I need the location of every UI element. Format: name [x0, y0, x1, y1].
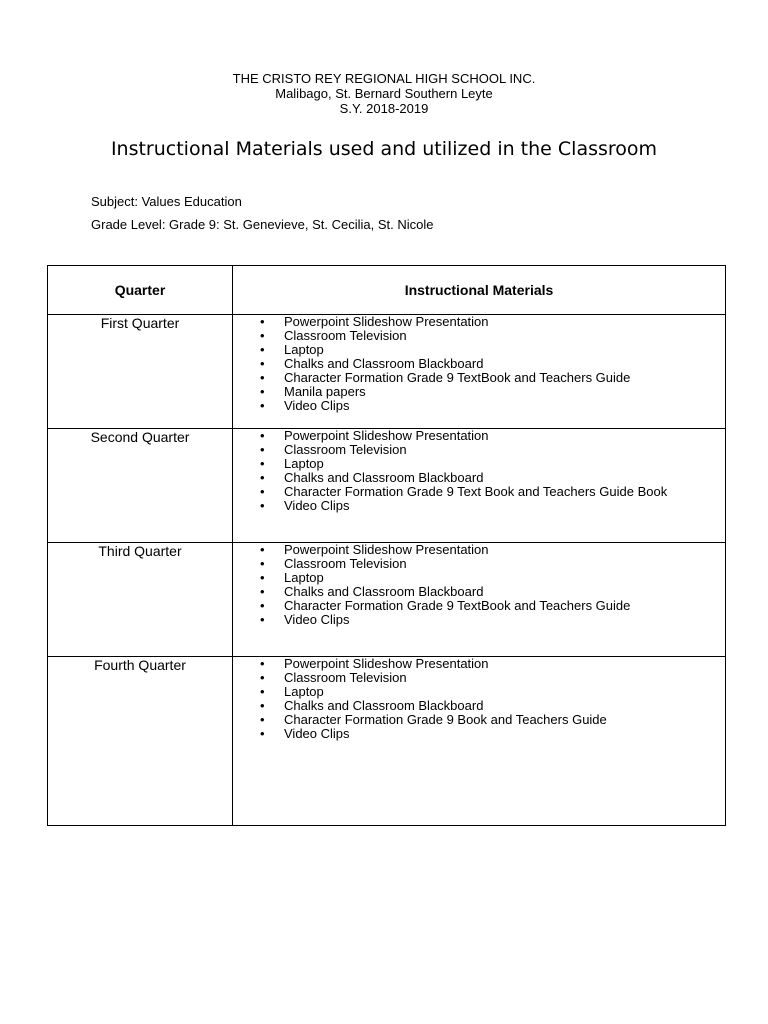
- list-item: • Character Formation Grade 9 TextBook and Teachers Guide: [284, 599, 725, 613]
- materials-cell: [233, 543, 726, 657]
- quarter-cell: Fourth Quarter: [48, 657, 233, 826]
- list-item: • Video Clips: [284, 399, 725, 413]
- list-item: • Powerpoint Slideshow Presentation: [284, 429, 725, 443]
- quarter-cell: Third Quarter: [48, 543, 233, 657]
- list-item: • Manila papers: [284, 385, 725, 399]
- table-row: [48, 315, 726, 429]
- document-title: Instructional Materials used and utilized in the Classroom: [110, 138, 658, 160]
- list-item: • Powerpoint Slideshow Presentation: [284, 315, 725, 329]
- list-item: • Chalks and Classroom Blackboard: [284, 585, 725, 599]
- materials-list: [233, 429, 725, 513]
- materials-list: [233, 543, 725, 627]
- school-header: [0, 71, 768, 116]
- list-item: • Video Clips: [284, 613, 725, 627]
- list-item: • Character Formation Grade 9 TextBook and Teachers Guide: [284, 371, 725, 385]
- quarter-cell: First Quarter: [48, 315, 233, 429]
- list-item: • Classroom Television: [284, 329, 725, 343]
- table-header-row: [48, 266, 726, 315]
- subject-line: Subject: Values Education: [91, 194, 242, 209]
- list-item: • Laptop: [284, 685, 725, 699]
- materials-list: [233, 657, 725, 741]
- list-item: • Video Clips: [284, 727, 725, 741]
- list-item: • Powerpoint Slideshow Presentation: [284, 543, 725, 557]
- list-item: • Character Formation Grade 9 Book and Teachers Guide: [284, 713, 725, 727]
- table-row: [48, 543, 726, 657]
- materials-cell: [233, 315, 726, 429]
- quarter-cell: Second Quarter: [48, 429, 233, 543]
- materials-table: [47, 265, 726, 826]
- list-item: • Laptop: [284, 457, 725, 471]
- materials-cell: [233, 657, 726, 826]
- list-item: • Chalks and Classroom Blackboard: [284, 357, 725, 371]
- materials-list: [233, 315, 725, 413]
- list-item: • Laptop: [284, 571, 725, 585]
- list-item: • Classroom Television: [284, 557, 725, 571]
- grade-level-line: Grade Level: Grade 9: St. Genevieve, St. Cecilia, St. Nicole: [91, 217, 434, 232]
- school-address: Malibago, St. Bernard Southern Leyte: [275, 86, 493, 101]
- table-row: [48, 429, 726, 543]
- quarter-column-header: Quarter: [48, 266, 233, 315]
- school-year: S.Y. 2018-2019: [339, 101, 429, 116]
- list-item: • Chalks and Classroom Blackboard: [284, 699, 725, 713]
- list-item: • Classroom Television: [284, 671, 725, 685]
- list-item: • Powerpoint Slideshow Presentation: [284, 657, 725, 671]
- list-item: • Character Formation Grade 9 Text Book and Teachers Guide Book: [284, 485, 725, 499]
- list-item: • Laptop: [284, 343, 725, 357]
- materials-column-header: Instructional Materials: [233, 266, 726, 315]
- list-item: • Classroom Television: [284, 443, 725, 457]
- school-name: THE CRISTO REY REGIONAL HIGH SCHOOL INC.: [232, 71, 536, 86]
- materials-cell: [233, 429, 726, 543]
- table-row: [48, 657, 726, 826]
- list-item: • Video Clips: [284, 499, 725, 513]
- list-item: • Chalks and Classroom Blackboard: [284, 471, 725, 485]
